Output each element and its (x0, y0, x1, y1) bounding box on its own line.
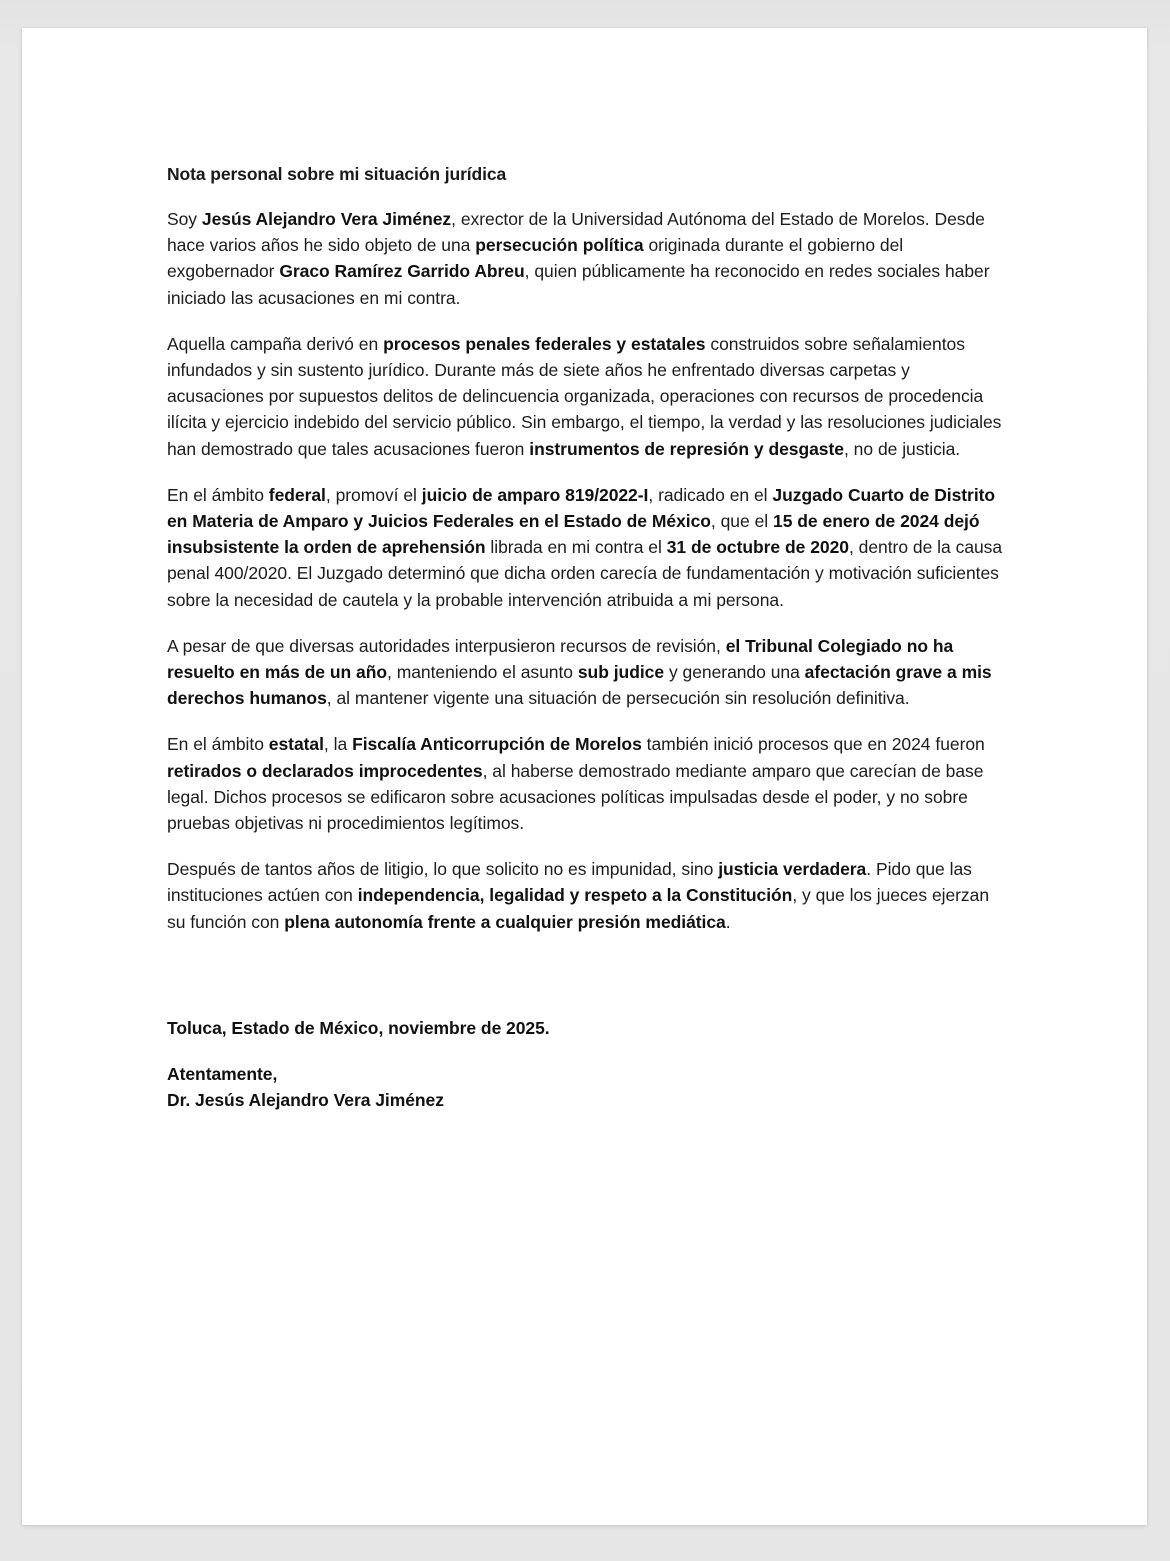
paragraph-campana (167, 331, 1005, 462)
body-text: A pesar de que diversas autoridades interpusieron recursos de revisión, (167, 635, 726, 656)
emphasis-text: Jesús Alejandro Vera Jiménez (201, 209, 452, 229)
body-text: , promoví el (325, 484, 422, 505)
document-content (167, 161, 1005, 1113)
paragraph-federal (167, 482, 1005, 613)
body-text: , y que los jueces ejerzan su función con (167, 885, 990, 932)
emphasis-text: afectación grave a mis derechos humanos (167, 662, 992, 709)
body-text: construidos sobre señalamientos infundados y sin sustento jurídico. Durante más de siete años he enfrentado diversas carpetas y acusaciones por supuestos delitos de delincuencia organizada, operaciones con recursos de procedencia ilícita y ejercicio indebido del servicio público. Sin embargo, el tiempo, la verdad y las resoluciones judiciales han demostrado que tales acusaciones fueron (167, 333, 1002, 459)
emphasis-text: independencia, legalidad y respeto a la Constitución (357, 885, 793, 906)
emphasis-text: retirados o declarados improcedentes (167, 760, 483, 781)
emphasis-text: justicia verdadera (718, 859, 867, 880)
body-text: Soy (167, 209, 202, 229)
signer-name: Dr. Jesús Alejandro Vera Jiménez (167, 1090, 444, 1111)
body-text: también inició procesos que en 2024 fueron (641, 734, 985, 755)
signature-spacer (167, 955, 1005, 1015)
body-text: Después de tantos años de litigio, lo que solicito no es impunidad, sino (167, 859, 719, 880)
paragraph-intro (167, 206, 1005, 311)
body-text: y generando una (664, 662, 805, 683)
document-page (22, 28, 1147, 1525)
signature-block (167, 1061, 1005, 1113)
emphasis-text: 31 de octubre de 2020 (666, 537, 849, 558)
emphasis-text: plena autonomía frente a cualquier presión mediática (284, 911, 726, 932)
emphasis-text: procesos penales federales y estatales (383, 333, 706, 354)
paragraph-estatal (167, 731, 1005, 836)
body-text: originada durante el gobierno del exgobernador (167, 235, 904, 282)
body-text: , quien públicamente ha reconocido en redes sociales haber iniciado las acusaciones en mi contra. (167, 261, 990, 308)
body-text: , que el (710, 511, 774, 532)
paragraph-tribunal (167, 633, 1005, 712)
closing-salutation: Atentamente, (167, 1064, 278, 1085)
emphasis-text: juicio de amparo 819/2022-I (421, 484, 649, 505)
emphasis-text: 15 de enero de 2024 dejó insubsistente la orden de aprehensión (167, 511, 980, 558)
emphasis-text: instrumentos de represión y desgaste (529, 438, 844, 459)
emphasis-text: Graco Ramírez Garrido Abreu (279, 261, 525, 282)
body-text: librada en mi contra el (485, 537, 667, 558)
emphasis-text: persecución política (475, 235, 644, 256)
body-text: , radicado en el (648, 484, 773, 505)
body-text: En el ámbito (167, 484, 269, 505)
body-text: . Pido que las instituciones actúen con (167, 859, 972, 906)
body-text: , exrector de la Universidad Autónoma del Estado de Morelos. Desde hace varios años he sido objeto de una (167, 209, 985, 256)
paragraph-peticion (167, 856, 1005, 935)
body-text: , al mantener vigente una situación de persecución sin resolución definitiva. (326, 688, 910, 709)
emphasis-text: estatal (268, 734, 324, 755)
body-text: Aquella campaña derivó en (167, 333, 384, 354)
body-text: , la (323, 734, 353, 755)
paragraph-list (167, 206, 1005, 935)
emphasis-text: sub judice (577, 662, 665, 683)
emphasis-text: Juzgado Cuarto de Distrito en Materia de Amparo y Juicios Federales en el Estado de México (167, 484, 996, 532)
place-and-date: Toluca, Estado de México, noviembre de 2025. (167, 1017, 550, 1038)
document-heading: Nota personal sobre mi situación jurídica (167, 164, 507, 184)
emphasis-text: Fiscalía Anticorrupción de Morelos (352, 734, 642, 755)
emphasis-text: el Tribunal Colegiado no ha resuelto en más de un año (167, 635, 954, 683)
body-text: En el ámbito (167, 734, 269, 755)
body-text: , dentro de la causa penal 400/2020. El Juzgado determinó que dicha orden carecía de fundamentación y motivación suficientes sobre la necesidad de cautela y la probable intervención atribuida a mi persona. (167, 537, 1003, 610)
body-text: , no de justicia. (843, 438, 961, 459)
body-text: . (725, 911, 731, 932)
body-text: , al haberse demostrado mediante amparo que carecían de base legal. Dichos procesos se edificaron sobre acusaciones políticas impulsadas desde el poder, y no sobre pruebas objetivas ni procedimientos legítimos. (167, 760, 984, 834)
body-text: , manteniendo el asunto (387, 662, 578, 683)
emphasis-text: federal (268, 484, 326, 505)
